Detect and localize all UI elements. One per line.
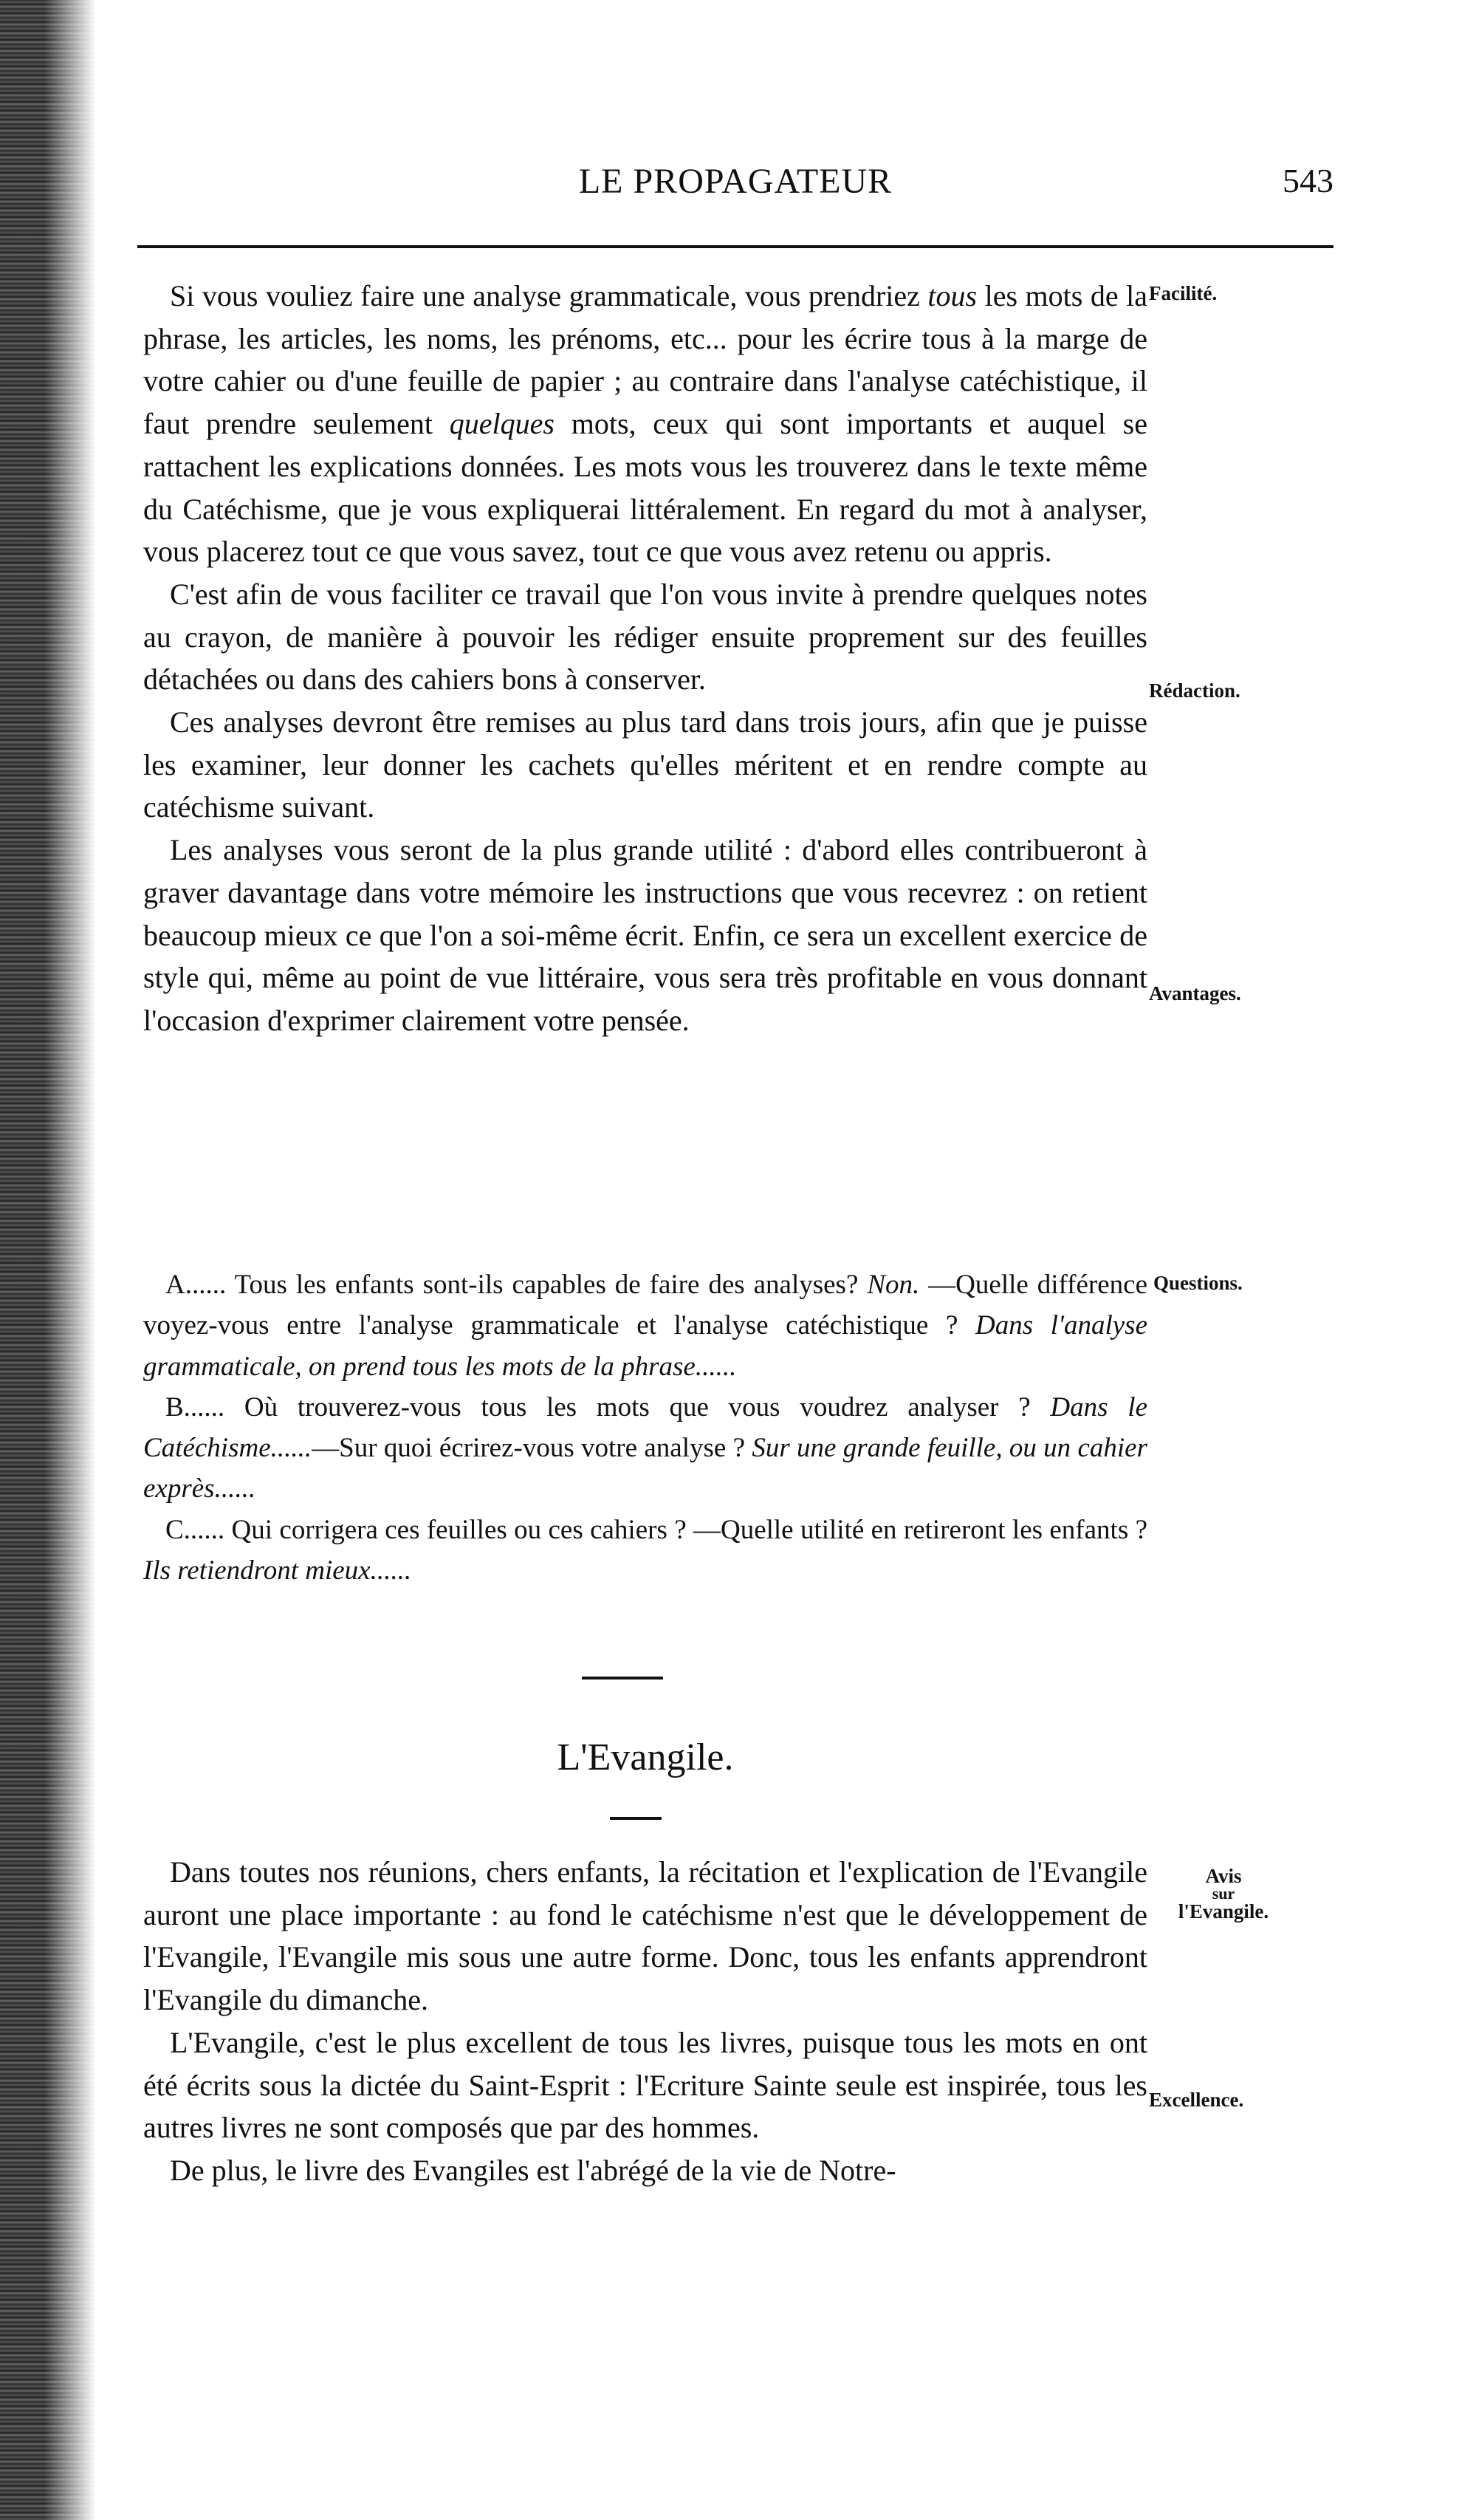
margin-note-avantages: Avantages. bbox=[1149, 982, 1241, 1004]
paragraph-evangile-1: Dans toutes nos réunions, chers enfants, la récitation et l'explication de l'Evangile auront une place importante : au fond le catéchisme n'est que le développement de l'Evangile, l'Evangile mis sous une autre forme. Donc, tous les enfants apprendront l'Evangile du dimanche. bbox=[143, 1855, 1147, 2017]
question-a: A...... Tous les enfants sont-ils capables de faire des analyses? Non. —Quelle différence voyez-vous entre l'analyse grammaticale et l'analyse catéchistique ? Dans l'analyse grammaticale, on prend tous les mots de la phrase...... bbox=[143, 1270, 1147, 1382]
evangile-text-block bbox=[143, 1851, 1147, 2192]
section-title: L'Evangile. bbox=[557, 1736, 734, 1778]
paragraph-evangile-3: De plus, le livre des Evangiles est l'abrégé de la vie de Notre- bbox=[170, 2153, 896, 2187]
main-text-block bbox=[143, 275, 1147, 1042]
section-separator-top bbox=[582, 1677, 663, 1680]
paragraph-remise: Ces analyses devront être remises au plus tard dans trois jours, afin que je puisse les examiner, leur donner les cachets qu'elles méritent et en rendre compte au catéchisme suivant. bbox=[143, 705, 1147, 824]
page-header bbox=[137, 161, 1333, 213]
section-separator-bottom bbox=[610, 1817, 662, 1820]
margin-note-avis: Avis sur l'Evangile. bbox=[1178, 1865, 1269, 1922]
margin-note-questions: Questions. bbox=[1153, 1272, 1243, 1294]
questions-block bbox=[143, 1264, 1147, 1591]
book-spine-edge bbox=[0, 0, 96, 2520]
question-c: C...... Qui corrigera ces feuilles ou ces cahiers ? —Quelle utilité en retireront les enfants ? Ils retiendront mieux...... bbox=[143, 1514, 1147, 1586]
paragraph-redaction: C'est afin de vous faciliter ce travail que l'on vous invite à prendre quelques notes au crayon, de manière à pouvoir les rédiger ensuite proprement sur des feuilles détachées ou dans des cahiers bons à conserver. bbox=[143, 577, 1147, 696]
paragraph-evangile-2: L'Evangile, c'est le plus excellent de tous les livres, puisque tous les mots en ont été écrits sous la dictée du Saint-Esprit : l'Ecriture Sainte seule est inspirée, tous les autres livres ne sont composés que par des hommes. bbox=[143, 2025, 1147, 2145]
margin-note-facilite: Facilité. bbox=[1149, 282, 1218, 304]
paragraph-analyse: Si vous vouliez faire une analyse grammaticale, vous prendriez tous les mots de la phrase, les articles, les noms, les prénoms, etc... pour les écrire tous à la marge de votre cahier ou d'une feuille de papier ; au contraire dans l'analyse catéchistique, il faut prendre seulement quelques mots, ceux qui sont importants et auquel se rattachent les explications données. Les mots vous les trouverez dans le texte même du Catéchisme, que je vous expliquerai littéralement. En regard du mot à analyser, vous placerez tout ce que vous savez, tout ce que vous avez retenu ou appris. bbox=[143, 279, 1147, 569]
running-title: LE PROPAGATEUR bbox=[578, 162, 893, 201]
margin-note-excellence: Excellence. bbox=[1149, 2089, 1244, 2111]
header-rule bbox=[137, 245, 1333, 248]
question-b: B...... Où trouverez-vous tous les mots que vous voudrez analyser ? Dans le Catéchisme......—Sur quoi écrirez-vous votre analyse ? Sur une grande feuille, ou un cahier exprès...... bbox=[143, 1391, 1147, 1504]
paragraph-avantages: Les analyses vous seront de la plus grande utilité : d'abord elles contribueront à graver davantage dans votre mémoire les instructions que vous recevrez : on retient beaucoup mieux ce que l'on a soi-même écrit. Enfin, ce sera un excellent exercice de style qui, même au point de vue littéraire, vous sera très profitable en vous donnant l'occasion d'exprimer clairement votre pensée. bbox=[143, 833, 1147, 1037]
page-number: 543 bbox=[1283, 162, 1333, 199]
margin-note-redaction: Rédaction. bbox=[1149, 679, 1240, 702]
